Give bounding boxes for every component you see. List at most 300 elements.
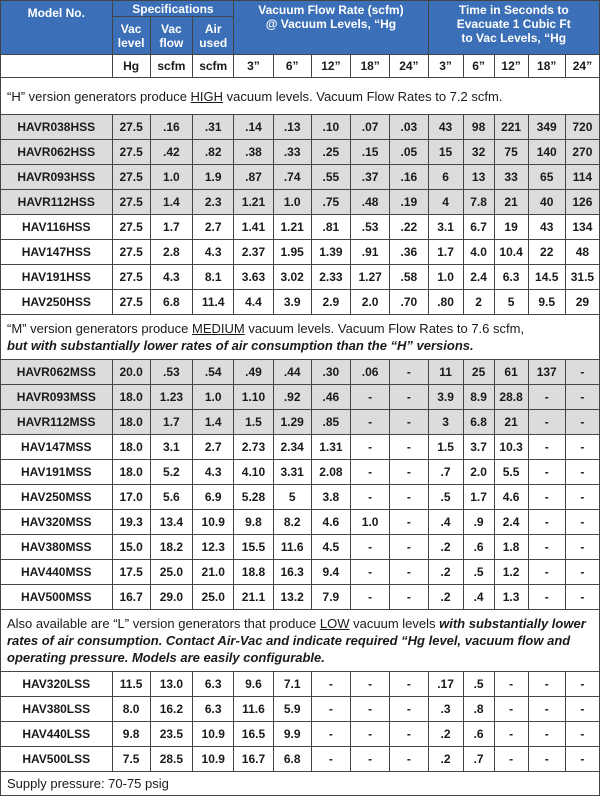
table-cell: 18.0 [112,410,150,435]
table-cell: 22 [528,240,565,265]
model-number: HAV147MSS [1,435,113,460]
table-cell: - [565,585,599,610]
table-row [1,510,600,535]
table-cell: 270 [565,140,599,165]
table-cell: 10.4 [494,240,528,265]
table-cell: 21 [494,190,528,215]
table-cell: .9 [463,510,494,535]
table-cell: 27.5 [112,265,150,290]
units-spacer [1,55,113,78]
table-cell: 5.9 [273,697,311,722]
table-cell: 18.2 [150,535,192,560]
table-cell: 7.8 [463,190,494,215]
table-cell: - [494,722,528,747]
table-cell: 6.3 [193,672,234,697]
table-cell: 4.6 [311,510,350,535]
table-cell: 27.5 [112,140,150,165]
table-cell: 13 [463,165,494,190]
table-cell: 1.29 [273,410,311,435]
table-cell: - [565,697,599,722]
model-number: HAV250HSS [1,290,113,315]
table-cell: 21.1 [234,585,273,610]
model-column-header: Model No. [1,1,113,55]
table-cell: 11.6 [273,535,311,560]
table-cell: 1.8 [494,535,528,560]
table-row [1,140,600,165]
table-cell: 3.1 [150,435,192,460]
model-number: HAV147HSS [1,240,113,265]
table-cell: - [565,460,599,485]
table-cell: .03 [390,115,428,140]
table-cell: .07 [351,115,390,140]
table-cell: 33 [494,165,528,190]
table-cell: 1.7 [428,240,463,265]
table-cell: 2.4 [463,265,494,290]
table-cell: 98 [463,115,494,140]
table-cell: - [528,485,565,510]
table-cell: - [494,747,528,772]
table-cell: - [390,535,428,560]
table-cell: - [494,697,528,722]
table-cell: 2.0 [463,460,494,485]
table-cell: 27.5 [112,215,150,240]
unit-cell: scfm [150,55,192,78]
table-cell: - [390,585,428,610]
table-cell: 6.3 [193,697,234,722]
table-cell: - [351,485,390,510]
table-cell: 1.0 [351,510,390,535]
table-row [1,240,600,265]
table-cell: 9.5 [528,290,565,315]
table-cell: - [565,410,599,435]
model-number: HAV191MSS [1,460,113,485]
table-cell: - [390,485,428,510]
table-cell: 6.8 [273,747,311,772]
table-cell: 6.8 [150,290,192,315]
model-number: HAVR038HSS [1,115,113,140]
table-row [1,290,600,315]
table-cell: 25.0 [193,585,234,610]
table-cell: 1.7 [150,215,192,240]
table-cell: - [528,460,565,485]
table-cell: - [351,435,390,460]
table-cell: 2.08 [311,460,350,485]
table-cell: - [565,535,599,560]
table-cell: 21.0 [193,560,234,585]
table-cell: .16 [390,165,428,190]
table-cell: .30 [311,360,350,385]
table-cell: 3.02 [273,265,311,290]
table-row [1,535,600,560]
table-cell: 3.8 [311,485,350,510]
table-cell: 2 [463,290,494,315]
model-number: HAV116HSS [1,215,113,240]
table-cell: - [351,672,390,697]
table-cell: .49 [234,360,273,385]
table-cell: .2 [428,560,463,585]
model-number: HAV320MSS [1,510,113,535]
air-used-header: Air used [193,17,234,55]
table-cell: .25 [311,140,350,165]
table-cell: 1.4 [150,190,192,215]
table-cell: .53 [150,360,192,385]
table-cell: .44 [273,360,311,385]
table-cell: 6.3 [494,265,528,290]
unit-cell: 24” [565,55,599,78]
table-row [1,747,600,772]
unit-cell: Hg [112,55,150,78]
table-cell: .7 [428,460,463,485]
table-row [1,697,600,722]
table-cell: 1.7 [463,485,494,510]
table-cell: .5 [463,560,494,585]
table-cell: 1.21 [273,215,311,240]
table-cell: .53 [351,215,390,240]
table-cell: 5 [273,485,311,510]
table-cell: 16.2 [150,697,192,722]
table-cell: .19 [390,190,428,215]
model-number: HAV380MSS [1,535,113,560]
table-cell: .48 [351,190,390,215]
table-cell: .8 [463,697,494,722]
table-cell: .4 [428,510,463,535]
table-cell: 16.3 [273,560,311,585]
model-number: HAV191HSS [1,265,113,290]
table-cell: 6.7 [463,215,494,240]
table-cell: .15 [351,140,390,165]
table-cell: 349 [528,115,565,140]
table-cell: - [528,672,565,697]
table-cell: 7.5 [112,747,150,772]
table-cell: 1.23 [150,385,192,410]
table-cell: 1.10 [234,385,273,410]
table-cell: 1.0 [193,385,234,410]
model-number: HAV500MSS [1,585,113,610]
table-cell: 11.6 [234,697,273,722]
table-cell: 4 [428,190,463,215]
table-cell: 11.5 [112,672,150,697]
table-cell: 2.37 [234,240,273,265]
table-cell: 9.6 [234,672,273,697]
table-cell: 1.2 [494,560,528,585]
table-cell: .74 [273,165,311,190]
table-cell: 19.3 [112,510,150,535]
table-cell: 3.7 [463,435,494,460]
table-row [1,215,600,240]
table-cell: .14 [234,115,273,140]
table-cell: 27.5 [112,290,150,315]
table-cell: 29.0 [150,585,192,610]
table-cell: - [390,410,428,435]
unit-cell: 18” [351,55,390,78]
table-cell: .82 [193,140,234,165]
table-cell: .42 [150,140,192,165]
table-cell: 137 [528,360,565,385]
table-cell: - [565,385,599,410]
table-cell: .85 [311,410,350,435]
supply-pressure-note: Supply pressure: 70-75 psig [1,772,600,796]
table-cell: 4.4 [234,290,273,315]
table-cell: - [565,510,599,535]
table-cell: 4.5 [311,535,350,560]
unit-cell: 6” [273,55,311,78]
unit-cell: 3” [234,55,273,78]
table-cell: - [528,435,565,460]
table-cell: 3.31 [273,460,311,485]
table-cell: 1.9 [193,165,234,190]
table-cell: 720 [565,115,599,140]
vac-flow-header: Vac flow [150,17,192,55]
table-cell: - [528,747,565,772]
table-cell: - [390,697,428,722]
table-cell: .17 [428,672,463,697]
table-cell: .2 [428,722,463,747]
table-cell: 4.6 [494,485,528,510]
table-cell: .22 [390,215,428,240]
table-cell: 12.3 [193,535,234,560]
table-cell: 2.9 [311,290,350,315]
table-cell: 7.1 [273,672,311,697]
table-row [1,560,600,585]
table-cell: 28.5 [150,747,192,772]
table-cell: - [528,585,565,610]
table-row [1,460,600,485]
table-cell: 11.4 [193,290,234,315]
table-cell: - [390,510,428,535]
table-cell: - [390,360,428,385]
evacuation-time-header: Time in Seconds to Evacuate 1 Cubic Ft to Vac Levels, “Hg [428,1,600,55]
table-cell: - [351,410,390,435]
table-cell: 8.2 [273,510,311,535]
table-cell: 15.0 [112,535,150,560]
table-cell: 2.4 [494,510,528,535]
table-cell: - [390,722,428,747]
model-number: HAV380LSS [1,697,113,722]
table-row [1,360,600,385]
table-cell: 16.7 [112,585,150,610]
table-cell: .06 [351,360,390,385]
table-cell: 4.3 [193,240,234,265]
table-row [1,115,600,140]
table-cell: - [565,360,599,385]
table-cell: .37 [351,165,390,190]
table-cell: - [565,722,599,747]
table-cell: 8.9 [463,385,494,410]
table-cell: - [565,485,599,510]
table-cell: .91 [351,240,390,265]
table-cell: 4.3 [150,265,192,290]
table-cell: 40 [528,190,565,215]
table-cell: 5.5 [494,460,528,485]
table-cell: 75 [494,140,528,165]
table-cell: 7.9 [311,585,350,610]
table-cell: 9.8 [234,510,273,535]
table-cell: 65 [528,165,565,190]
table-row [1,385,600,410]
table-cell: .81 [311,215,350,240]
model-number: HAV320LSS [1,672,113,697]
table-cell: - [528,560,565,585]
table-cell: - [311,672,350,697]
table-cell: 25 [463,360,494,385]
unit-cell: 12” [494,55,528,78]
table-cell: 134 [565,215,599,240]
table-row [1,190,600,215]
table-cell: - [565,435,599,460]
table-cell: 1.39 [311,240,350,265]
flow-rate-header: Vacuum Flow Rate (scfm) @ Vacuum Levels, “Hg [234,1,428,55]
table-cell: 2.33 [311,265,350,290]
table-cell: .10 [311,115,350,140]
table-cell: 126 [565,190,599,215]
model-number: HAVR062HSS [1,140,113,165]
table-cell: 21 [494,410,528,435]
table-cell: 1.3 [494,585,528,610]
table-cell: .31 [193,115,234,140]
table-cell: 13.2 [273,585,311,610]
table-cell: 9.4 [311,560,350,585]
unit-cell: 18” [528,55,565,78]
table-cell: 2.73 [234,435,273,460]
table-cell: 10.9 [193,510,234,535]
table-cell: 25.0 [150,560,192,585]
model-number: HAVR093HSS [1,165,113,190]
table-cell: 32 [463,140,494,165]
footer-row [1,772,600,796]
table-cell: 2.34 [273,435,311,460]
table-cell: 6.8 [463,410,494,435]
table-cell: 1.7 [150,410,192,435]
units-row [1,55,600,78]
table-cell: 11 [428,360,463,385]
table-cell: .5 [463,672,494,697]
table-cell: .6 [463,535,494,560]
table-cell: 5.2 [150,460,192,485]
h-version-note: “H” version generators produce HIGH vacuum levels. Vacuum Flow Rates to 7.2 scfm. [1,78,600,115]
table-cell: 27.5 [112,115,150,140]
table-cell: 3.63 [234,265,273,290]
table-cell: - [565,560,599,585]
table-cell: .80 [428,290,463,315]
table-cell: 1.31 [311,435,350,460]
table-cell: 8.0 [112,697,150,722]
table-cell: 1.21 [234,190,273,215]
table-cell: 15.5 [234,535,273,560]
unit-cell: 12” [311,55,350,78]
table-cell: 61 [494,360,528,385]
table-cell: .4 [463,585,494,610]
table-cell: - [351,722,390,747]
table-cell: - [494,672,528,697]
table-cell: 3 [428,410,463,435]
table-cell: .36 [390,240,428,265]
table-cell: 17.0 [112,485,150,510]
table-cell: 16.5 [234,722,273,747]
table-cell: - [351,747,390,772]
table-cell: 4.3 [193,460,234,485]
table-cell: 27.5 [112,190,150,215]
table-cell: 19 [494,215,528,240]
table-cell: - [351,535,390,560]
table-cell: 10.9 [193,747,234,772]
table-cell: 2.3 [193,190,234,215]
table-cell: 2.8 [150,240,192,265]
table-cell: - [351,460,390,485]
table-cell: 18.8 [234,560,273,585]
model-number: HAVR062MSS [1,360,113,385]
model-number: HAV440LSS [1,722,113,747]
table-cell: - [351,560,390,585]
model-number: HAVR112HSS [1,190,113,215]
table-cell: .92 [273,385,311,410]
table-cell: 3.9 [273,290,311,315]
table-cell: .75 [311,190,350,215]
table-cell: 3.9 [428,385,463,410]
table-cell: 3.1 [428,215,463,240]
table-cell: 1.27 [351,265,390,290]
table-cell: 1.0 [428,265,463,290]
table-cell: 114 [565,165,599,190]
table-row [1,672,600,697]
unit-cell: 6” [463,55,494,78]
table-row [1,585,600,610]
vac-level-header: Vac level [112,17,150,55]
table-cell: 27.5 [112,165,150,190]
table-row [1,265,600,290]
table-cell: - [390,460,428,485]
table-cell: - [528,722,565,747]
table-cell: 1.95 [273,240,311,265]
table-cell: - [565,747,599,772]
table-cell: - [528,697,565,722]
table-cell: 10.9 [193,722,234,747]
table-cell: 5.6 [150,485,192,510]
table-cell: - [390,385,428,410]
table-cell: - [311,722,350,747]
table-cell: 29 [565,290,599,315]
table-cell: 4.10 [234,460,273,485]
table-cell: 1.41 [234,215,273,240]
table-cell: 20.0 [112,360,150,385]
table-cell: 4.0 [463,240,494,265]
table-cell: 27.5 [112,240,150,265]
table-cell: .87 [234,165,273,190]
l-version-note: Also available are “L” version generators that produce LOW vacuum levels with substantially lower rates of air consumption. Contact Air-Vac and indicate required “Hg level, vacuum flow and operating pressure. Models are easily configurable. [1,610,600,672]
table-cell: - [311,697,350,722]
table-cell: - [311,747,350,772]
table-cell: .46 [311,385,350,410]
table-cell: .54 [193,360,234,385]
table-cell: - [390,672,428,697]
table-cell: .2 [428,747,463,772]
table-cell: - [528,510,565,535]
model-number: HAV250MSS [1,485,113,510]
table-cell: .6 [463,722,494,747]
table-cell: 18.0 [112,435,150,460]
table-cell: - [528,535,565,560]
table-cell: 1.5 [428,435,463,460]
table-row [1,435,600,460]
table-cell: 43 [428,115,463,140]
table-cell: - [528,410,565,435]
table-cell: .5 [428,485,463,510]
table-cell: - [351,697,390,722]
table-cell: .7 [463,747,494,772]
unit-cell: scfm [193,55,234,78]
table-cell: 13.0 [150,672,192,697]
table-cell: 140 [528,140,565,165]
table-cell: .2 [428,535,463,560]
